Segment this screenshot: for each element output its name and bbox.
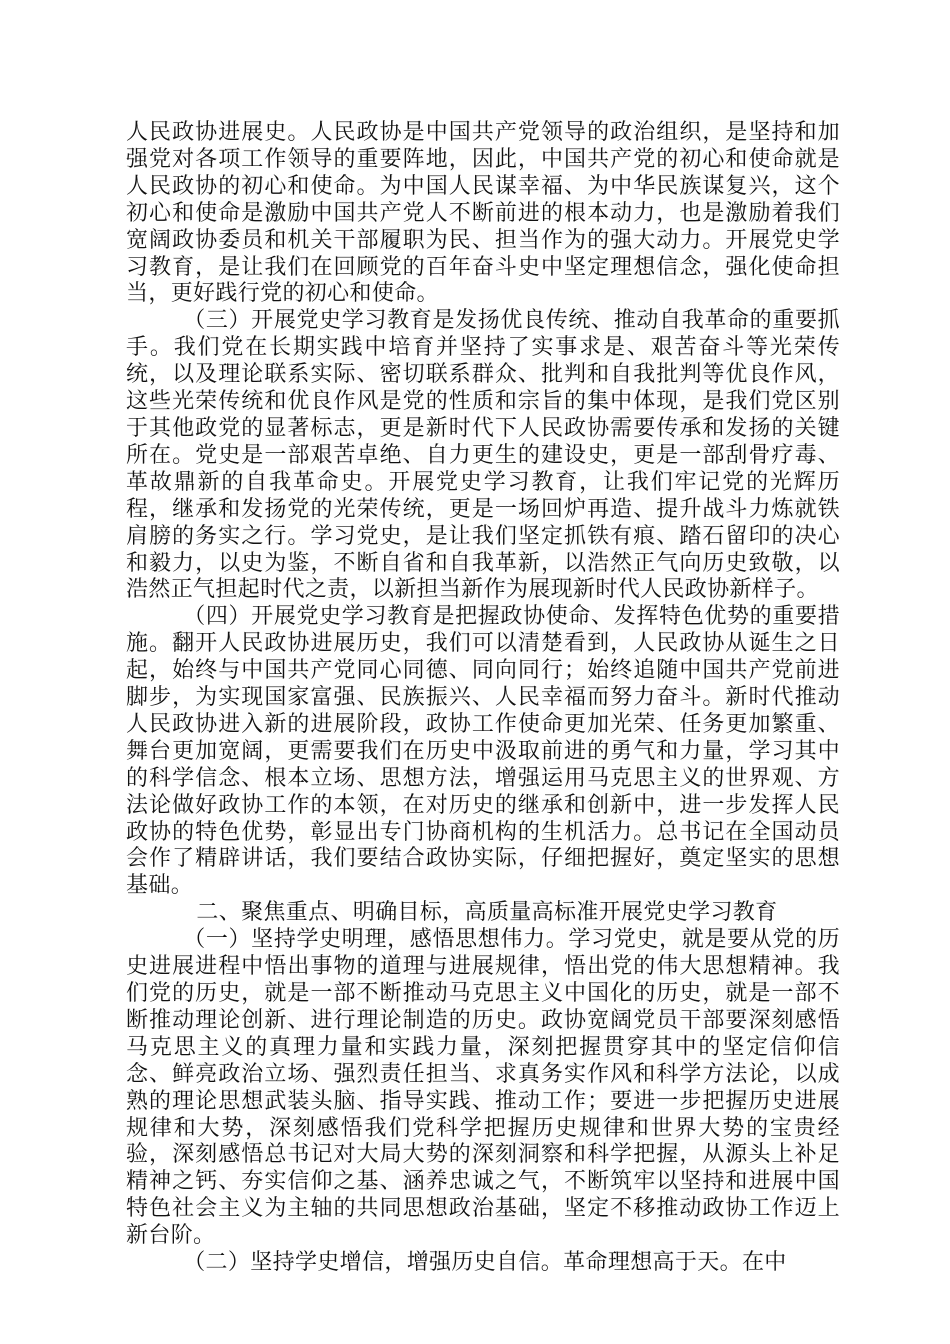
paragraph-continuation: 人民政协进展史。人民政协是中国共产党领导的政治组织，是坚持和加强党对各项工作领导的重要阵地，因此，中国共产党的初心和使命就是人民政协的初心和使命。为中国人民谋幸福、为中华民族谋复兴，这个初心和使命是激励中国共产党人不断前进的根本动力，也是激励着我们宽阔政协委员和机关干部履职为民、担当作为的强大动力。开展党史学习教育，是让我们在回顾党的百年奋斗史中坚定理想信念，强化使命担当，更好践行党的初心和使命。 [126, 120, 840, 307]
paragraph-section-three: （三）开展党史学习教育是发扬优良传统、推动自我革命的重要抓手。我们党在长期实践中培育并坚持了实事求是、艰苦奋斗等光荣传统，以及理论联系实际、密切联系群众、批判和自我批判等优良作风，这些光荣传统和优良作风是党的性质和宗旨的集中体现，是我们党区别于其他政党的显著标志，更是新时代下人民政协需要传承和发扬的关键所在。党史是一部艰苦卓绝、自力更生的建设史，更是一部刮骨疗毒、革故鼎新的自我革命史。开展党史学习教育，让我们牢记党的光辉历程，继承和发扬党的光荣传统，更是一场回炉再造、提升战斗力炼就铁肩膀的务实之行。学习党史，是让我们坚定抓铁有痕、踏石留印的决心和毅力，以史为鉴，不断自省和自我革新，以浩然正气向历史致敬，以浩然正气担起时代之责，以新担当新作为展现新时代人民政协新样子。 [126, 308, 840, 603]
document-page [126, 120, 840, 1277]
section-heading-two: 二、聚焦重点、明确目标，高质量高标准开展党史学习教育 [196, 900, 778, 926]
paragraph-subsection-one: （一）坚持学史明理，感悟思想伟力。学习党史，就是要从党的历史进展进程中悟出事物的道理与进展规律，悟出党的伟大思想精神。我们党的历史，就是一部不断推动马克思主义中国化的历史，就是一部不断推动理论创新、进行理论制造的历史。政协宽阔党员干部要深刻感悟马克思主义的真理力量和实践力量，深刻把握贯穿其中的坚定信仰信念、鲜亮政治立场、强烈责任担当、求真务实作风和科学方法论，以成熟的理论思想武装头脑、指导实践、推动工作；要进一步把握历史进展规律和大势，深刻感悟我们党科学把握历史规律和世界大势的宝贵经验，深刻感悟总书记对大局大势的深刻洞察和科学把握，从源头上补足精神之钙、夯实信仰之基、涵养忠诚之气，不断筑牢以坚持和进展中国特色社会主义为主轴的共同思想政治基础，坚定不移推动政协工作迈上新台阶。 [126, 927, 840, 1249]
paragraph-subsection-two: （二）坚持学史增信，增强历史自信。革命理想高于天。在中 [183, 1250, 787, 1276]
paragraph-section-four: （四）开展党史学习教育是把握政协使命、发挥特色优势的重要措施。翻开人民政协进展历史，我们可以清楚看到，人民政协从诞生之日起，始终与中国共产党同心同德、同向同行；始终追随中国共产党前进脚步，为实现国家富强、民族振兴、人民幸福而努力奋斗。新时代推动人民政协进入新的进展阶段，政协工作使命更加光荣、任务更加繁重、舞台更加宽阔，更需要我们在历史中汲取前进的勇气和力量，学习其中的科学信念、根本立场、思想方法，增强运用马克思主义的世界观、方法论做好政协工作的本领，在对历史的继承和创新中，进一步发挥人民政协的特色优势，彰显出专门协商机构的生机活力。总书记在全国动员会作了精辟讲话，我们要结合政协实际，仔细把握好，奠定坚实的思想基础。 [126, 604, 840, 899]
